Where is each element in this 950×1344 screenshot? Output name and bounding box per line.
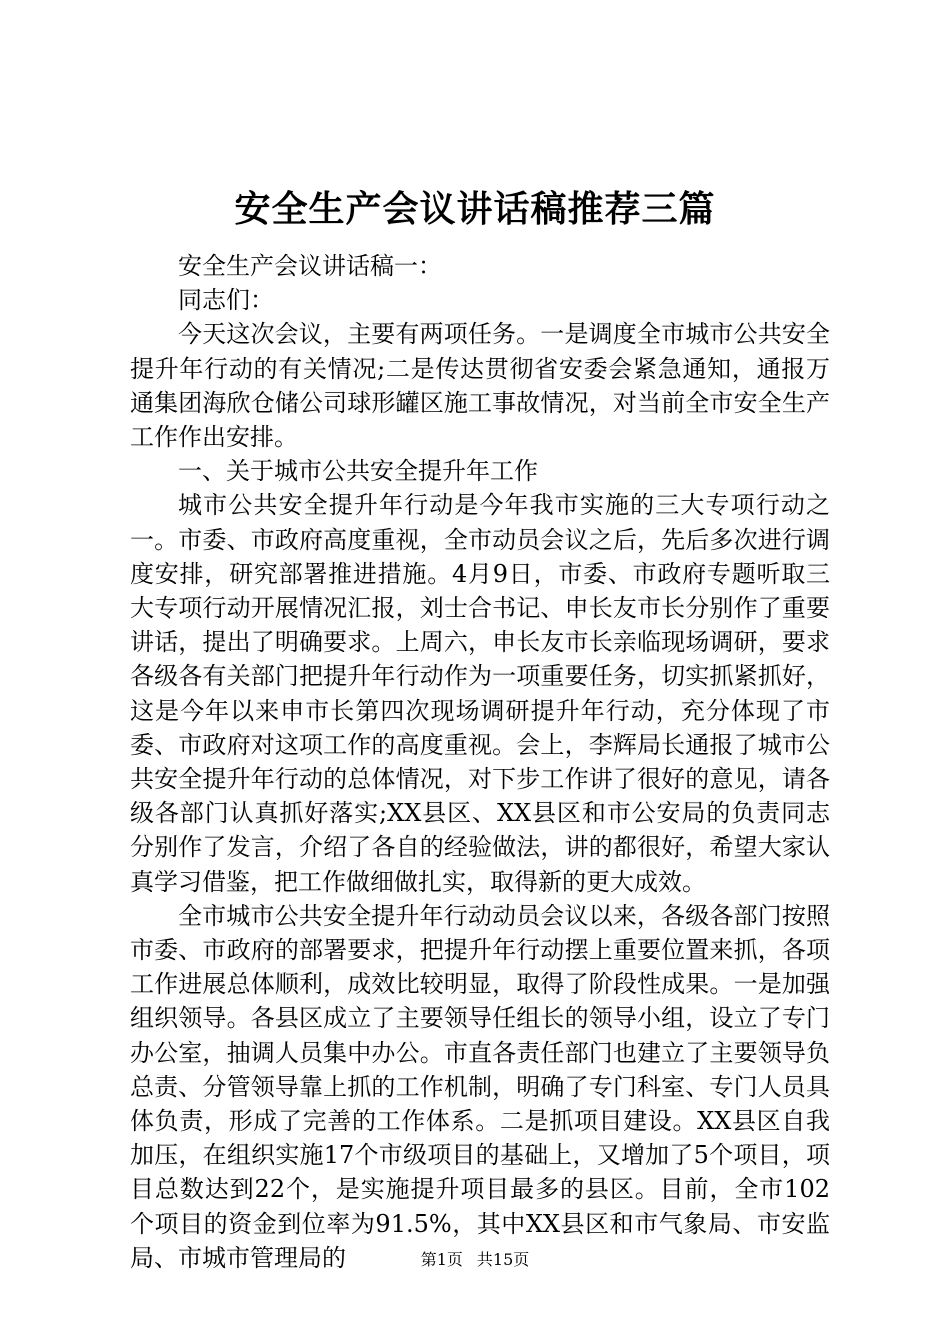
document-title: 安全生产会议讲话稿推荐三篇 — [234, 188, 716, 230]
page-total: 共15页 — [476, 1250, 530, 1269]
body-paragraph: 今天这次会议，主要有两项任务。一是调度全市城市公共安全提升年行动的有关情况;二是传达贯彻省安委会紧急通知，通报万通集团海欣仓储公司球形罐区施工事故情况，对当前全市安全生产工作作出安排。 — [130, 320, 830, 452]
salutation: 同志们： — [178, 286, 274, 315]
page-number: 第1页 — [420, 1250, 463, 1269]
page-footer — [0, 1249, 950, 1271]
document-body — [130, 249, 830, 1275]
body-paragraph: 城市公共安全提升年行动是今年我市实施的三大专项行动之一。市委、市政府高度重视，全市动员会议之后，先后多次进行调度安排，研究部署推进措施。4月9日，市委、市政府专题听取三大专项行动开展情况汇报，刘士合书记、申长友市长分别作了重要讲话，提出了明确要求。上周六，申长友市长亲临现场调研，要求各级各有关部门把提升年行动作为一项重要任务，切实抓紧抓好，这是今年以来申市长第四次现场调研提升年行动，充分体现了市委、市政府对这项工作的高度重视。会上，李辉局长通报了城市公共安全提升年行动的总体情况，对下步工作讲了很好的意见，请各级各部门认真抓好落实;XX县区、XX县区和市公安局的负责同志分别作了发言，介绍了各自的经验做法，讲的都很好，希望大家认真学习借鉴，把工作做细做扎实，取得新的更大成效。 — [130, 491, 830, 896]
subsection-heading: 一、关于城市公共安全提升年工作 — [178, 457, 538, 486]
section-heading: 安全生产会议讲话稿一： — [178, 252, 442, 280]
body-paragraph: 全市城市公共安全提升年行动动员会议以来，各级各部门按照市委、市政府的部署要求，把提升年行动摆上重要位置来抓，各项工作进展总体顺利，成效比较明显，取得了阶段性成果。一是加强组织领导。各县区成立了主要领导任组长的领导小组，设立了专门办公室，抽调人员集中办公。市直各责任部门也建立了主要领导负总责、分管领导靠上抓的工作机制，明确了专门科室、专门人员具体负责，形成了完善的工作体系。二是抓项目建设。XX县区自我加压，在组织实施17个市级项目的基础上，又增加了5个项目，项目总数达到22个，是实施提升项目最多的县区。目前，全市102个项目的资金到位率为91.5%，其中XX县区和市气象局、市安监局、市城市管理局的 — [130, 901, 830, 1272]
